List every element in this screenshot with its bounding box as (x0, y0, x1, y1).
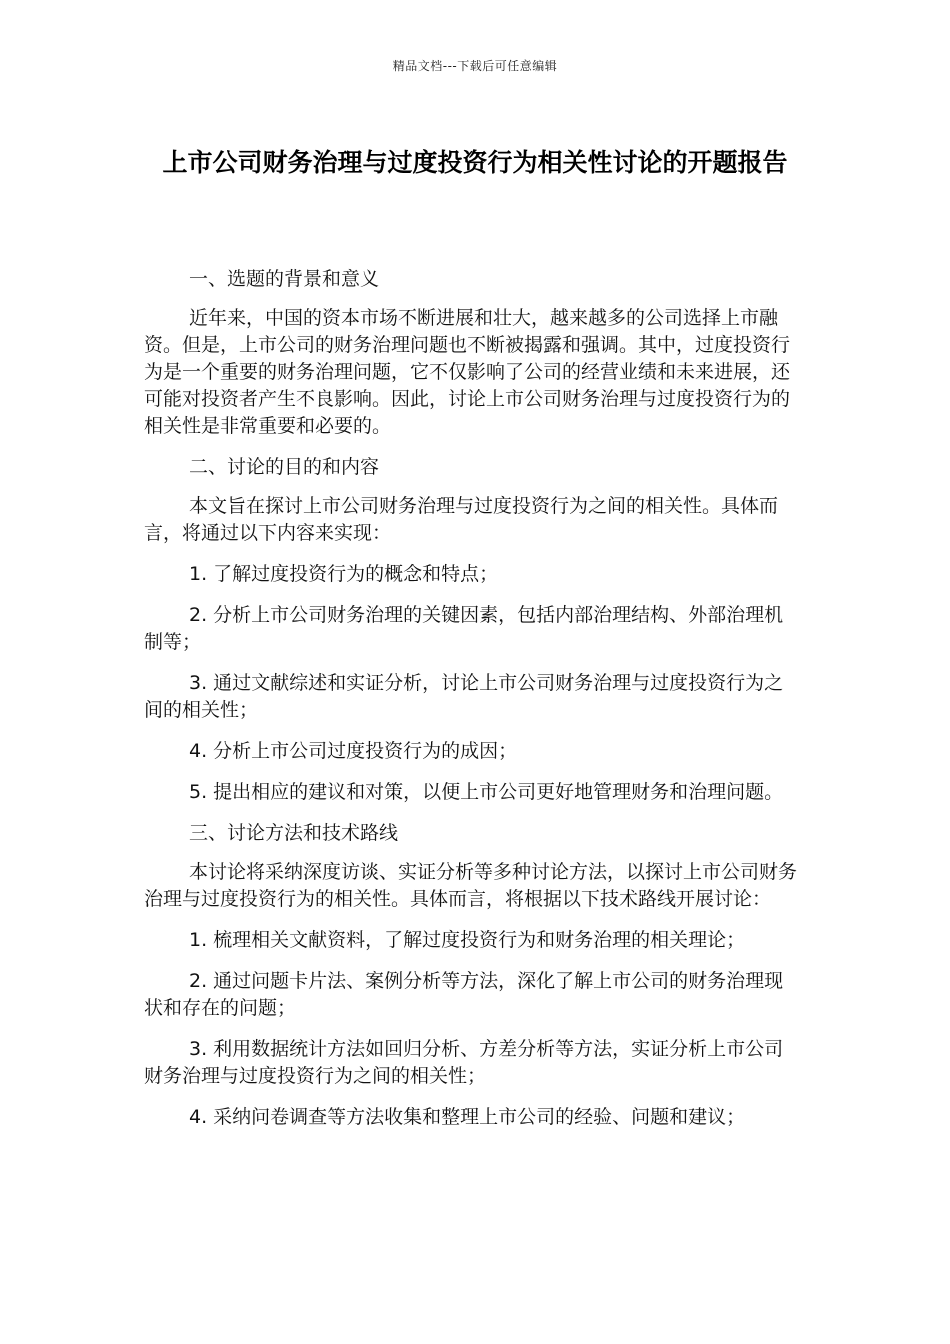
section-heading-background: 一、选题的背景和意义 (189, 268, 380, 290)
method-item-2: 2. 通过问题卡片法、案例分析等方法，深化了解上市公司的财务治理现状和存在的问题； (144, 970, 784, 1019)
paragraph-purpose: 本文旨在探讨上市公司财务治理与过度投资行为之间的相关性。具体而言，将通过以下内容来实现： (144, 495, 779, 544)
purpose-item-2: 2. 分析上市公司财务治理的关键因素，包括内部治理结构、外部治理机制等； (144, 604, 784, 653)
document-title: 上市公司财务治理与过度投资行为相关性讨论的开题报告 (162, 148, 788, 177)
paragraph-background: 近年来，中国的资本市场不断进展和壮大，越来越多的公司选择上市融资。但是，上市公司的财务治理问题也不断被揭露和强调。其中，过度投资行为是一个重要的财务治理问题，它不仅影响了公司的经营业绩和未来进展，还可能对投资者产生不良影响。因此，讨论上市公司财务治理与过度投资行为的相关性是非常重要和必要的。 (144, 307, 791, 437)
method-item-3: 3. 利用数据统计方法如回归分析、方差分析等方法，实证分析上市公司财务治理与过度投资行为之间的相关性； (144, 1038, 784, 1087)
section-heading-method: 三、讨论方法和技术路线 (189, 822, 399, 844)
purpose-item-5: 5. 提出相应的建议和对策，以便上市公司更好地管理财务和治理问题。 (189, 781, 784, 803)
purpose-item-4: 4. 分析上市公司过度投资行为的成因； (189, 740, 518, 762)
header-note: 精品文档---下载后可任意编辑 (392, 59, 558, 73)
purpose-item-1: 1. 了解过度投资行为的概念和特点； (189, 563, 499, 585)
purpose-item-3: 3. 通过文献综述和实证分析，讨论上市公司财务治理与过度投资行为之间的相关性； (144, 672, 784, 721)
method-item-1: 1. 梳理相关文献资料，了解过度投资行为和财务治理的相关理论； (189, 929, 746, 951)
method-item-4: 4. 采纳问卷调查等方法收集和整理上市公司的经验、问题和建议； (189, 1106, 746, 1128)
section-heading-purpose: 二、讨论的目的和内容 (189, 456, 380, 478)
paragraph-method: 本讨论将采纳深度访谈、实证分析等多种讨论方法，以探讨上市公司财务治理与过度投资行为的相关性。具体而言，将根据以下技术路线开展讨论： (144, 861, 798, 910)
document-body (144, 266, 800, 1145)
